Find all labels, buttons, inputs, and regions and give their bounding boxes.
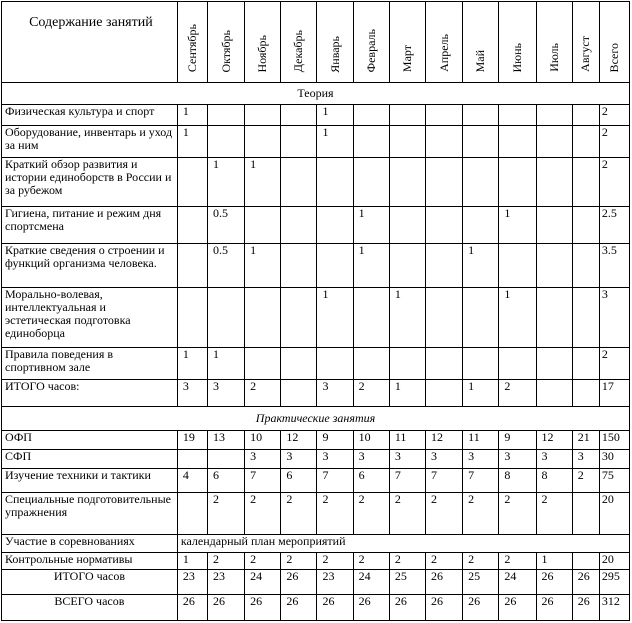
month-cell: 7 [389, 469, 425, 493]
month-cell: 1 [317, 288, 353, 348]
month-cell: 8 [536, 469, 572, 493]
month-cell [499, 126, 536, 158]
month-cell [207, 449, 244, 468]
month-cell: 26 [536, 569, 572, 595]
month-cell [536, 207, 572, 243]
month-cell [572, 288, 599, 348]
month-cell: 25 [463, 569, 499, 595]
month-cell [536, 104, 572, 125]
month-cell: 12 [426, 430, 463, 449]
table-row [2, 158, 630, 207]
table-row [2, 492, 630, 535]
month-cell: 26 [281, 569, 317, 595]
month-cell: 3 [353, 449, 389, 468]
month-cell: 6 [207, 469, 244, 493]
month-header: Апрель [426, 2, 463, 83]
month-header: Февраль [353, 2, 389, 83]
month-cell: 1 [177, 552, 207, 569]
month-cell [353, 126, 389, 158]
training-plan-table [1, 1, 630, 621]
total-cell: 295 [599, 569, 629, 595]
total-cell: 2 [599, 104, 629, 125]
month-cell: 24 [353, 569, 389, 595]
month-cell [572, 492, 599, 535]
month-header: Январь [317, 2, 353, 83]
month-cell: 10 [353, 430, 389, 449]
table-row [2, 430, 630, 449]
table-row [2, 469, 630, 493]
month-cell [463, 126, 499, 158]
row-label: Специальные подготовительные упражнения [2, 492, 178, 535]
practice-total-row [2, 569, 630, 595]
month-header: Октябрь [207, 2, 244, 83]
month-cell [353, 158, 389, 207]
month-cell: 1 [177, 104, 207, 125]
month-cell: 26 [499, 595, 536, 621]
month-cell: 23 [207, 569, 244, 595]
month-cell [463, 158, 499, 207]
month-cell [572, 243, 599, 288]
month-cell: 3 [317, 449, 353, 468]
month-cell [536, 380, 572, 407]
total-cell: 75 [599, 469, 629, 493]
month-cell: 2 [353, 380, 389, 407]
table-row [2, 243, 630, 288]
month-cell [177, 492, 207, 535]
month-cell: 1 [207, 348, 244, 380]
month-cell: 26 [353, 595, 389, 621]
month-cell [281, 243, 317, 288]
month-cell [389, 243, 425, 288]
total-cell: 150 [599, 430, 629, 449]
month-cell: 1 [245, 158, 281, 207]
month-cell [281, 348, 317, 380]
month-cell: 2 [353, 552, 389, 569]
month-cell: 26 [177, 595, 207, 621]
total-cell: 2 [599, 126, 629, 158]
month-cell: 26 [572, 569, 599, 595]
month-header: Декабрь [281, 2, 317, 83]
month-cell [245, 207, 281, 243]
month-cell [281, 104, 317, 125]
month-cell: 7 [426, 469, 463, 493]
month-cell: 26 [389, 595, 425, 621]
month-cell [389, 207, 425, 243]
month-cell [281, 158, 317, 207]
month-cell [499, 104, 536, 125]
row-label: СФП [2, 449, 178, 468]
month-cell: 24 [245, 569, 281, 595]
month-cell: 2 [499, 380, 536, 407]
month-cell [207, 288, 244, 348]
month-cell: 9 [499, 430, 536, 449]
month-cell [572, 380, 599, 407]
total-cell: 17 [599, 380, 629, 407]
section-row [2, 407, 630, 431]
table-row [2, 207, 630, 243]
section-title-theory: Теория [2, 83, 630, 104]
month-cell: 26 [463, 595, 499, 621]
month-cell: 3 [572, 449, 599, 468]
total-cell: 312 [599, 595, 629, 621]
month-cell: 1 [463, 243, 499, 288]
total-cell: 2.5 [599, 207, 629, 243]
month-cell [281, 380, 317, 407]
month-cell: 26 [281, 595, 317, 621]
row-label: ВСЕГО часов [2, 595, 178, 621]
grand-total-row [2, 595, 630, 621]
month-cell [499, 158, 536, 207]
month-cell: 1 [177, 348, 207, 380]
month-cell: 0.5 [207, 207, 244, 243]
month-cell: 2 [317, 492, 353, 535]
month-cell [426, 207, 463, 243]
row-label: Участие в соревнованиях [2, 535, 178, 552]
content-header: Содержание занятий [2, 2, 178, 83]
month-header: Март [389, 2, 425, 83]
month-cell: 23 [177, 569, 207, 595]
month-cell [426, 158, 463, 207]
month-cell: 12 [281, 430, 317, 449]
row-label: Контрольные нормативы [2, 552, 178, 569]
month-cell: 1 [536, 552, 572, 569]
month-cell: 1 [389, 288, 425, 348]
month-cell: 3 [499, 449, 536, 468]
total-header: Всего [599, 2, 629, 83]
table-row [2, 552, 630, 569]
month-cell: 3 [207, 380, 244, 407]
month-cell: 26 [207, 595, 244, 621]
month-cell: 2 [463, 552, 499, 569]
month-cell [499, 348, 536, 380]
month-cell [426, 380, 463, 407]
table-row [2, 288, 630, 348]
month-cell: 2 [536, 492, 572, 535]
month-cell [426, 126, 463, 158]
month-cell [536, 158, 572, 207]
month-cell: 2 [572, 469, 599, 493]
month-cell: 26 [317, 595, 353, 621]
month-cell: 2 [245, 552, 281, 569]
row-label: Правила поведения в спортивном зале [2, 348, 178, 380]
month-cell [207, 126, 244, 158]
month-cell: 1 [317, 126, 353, 158]
month-cell [572, 348, 599, 380]
month-cell: 1 [499, 207, 536, 243]
month-cell [177, 288, 207, 348]
month-cell: 2 [245, 380, 281, 407]
theory-total-row [2, 380, 630, 407]
table-row [2, 104, 630, 125]
month-cell: 3 [177, 380, 207, 407]
month-cell: 2 [353, 492, 389, 535]
row-label: ОФП [2, 430, 178, 449]
month-cell: 4 [177, 469, 207, 493]
month-cell [536, 348, 572, 380]
month-cell: 26 [426, 595, 463, 621]
month-cell: 3 [463, 449, 499, 468]
theory-rows [2, 104, 630, 380]
month-cell: 26 [426, 569, 463, 595]
month-cell: 24 [499, 569, 536, 595]
total-cell: 3.5 [599, 243, 629, 288]
month-cell [245, 288, 281, 348]
month-cell [353, 104, 389, 125]
row-label: ИТОГО часов [2, 569, 178, 595]
month-cell: 1 [463, 380, 499, 407]
month-cell: 9 [317, 430, 353, 449]
month-cell [245, 126, 281, 158]
month-cell [463, 348, 499, 380]
month-cell [353, 288, 389, 348]
month-cell [177, 158, 207, 207]
month-cell: 21 [572, 430, 599, 449]
month-cell [177, 207, 207, 243]
month-cell: 19 [177, 430, 207, 449]
month-cell: 26 [572, 595, 599, 621]
month-cell: 2 [281, 552, 317, 569]
month-cell [281, 288, 317, 348]
month-cell: 1 [499, 288, 536, 348]
total-cell: 2 [599, 348, 629, 380]
month-cell: 26 [536, 595, 572, 621]
month-cell: 2 [245, 492, 281, 535]
competitions-row [2, 535, 630, 552]
month-cell: 3 [389, 449, 425, 468]
month-cell [281, 207, 317, 243]
month-cell: 1 [245, 243, 281, 288]
month-cell [317, 207, 353, 243]
month-cell [572, 207, 599, 243]
month-header: Август [572, 2, 599, 83]
month-cell: 23 [317, 569, 353, 595]
month-cell [426, 288, 463, 348]
month-cell: 2 [207, 552, 244, 569]
row-label: Изучение техники и тактики [2, 469, 178, 493]
section-row [2, 83, 630, 104]
month-cell [463, 288, 499, 348]
month-cell: 0.5 [207, 243, 244, 288]
month-header: Июль [536, 2, 572, 83]
month-cell [245, 348, 281, 380]
month-cell [426, 243, 463, 288]
month-cell [536, 243, 572, 288]
month-cell: 3 [317, 380, 353, 407]
row-label: Гигиена, питание и режим дня спортсмена [2, 207, 178, 243]
section-title-practice: Практические занятия [2, 407, 630, 431]
month-cell: 3 [281, 449, 317, 468]
month-cell [389, 104, 425, 125]
month-cell: 3 [245, 449, 281, 468]
month-cell [389, 348, 425, 380]
month-cell [177, 243, 207, 288]
month-cell: 2 [426, 492, 463, 535]
month-cell: 1 [317, 104, 353, 125]
month-cell: 2 [463, 492, 499, 535]
header-row [2, 2, 630, 83]
month-cell [499, 243, 536, 288]
total-cell: 20 [599, 492, 629, 535]
row-label: Краткие сведения о строении и функций организма человека. [2, 243, 178, 288]
month-cell: 8 [499, 469, 536, 493]
row-label: Морально-волевая, интеллектуальная и эстетическая подготовка единоборца [2, 288, 178, 348]
month-cell: 2 [389, 552, 425, 569]
month-cell [536, 288, 572, 348]
total-cell: 20 [599, 552, 629, 569]
month-cell [426, 348, 463, 380]
month-cell: 6 [353, 469, 389, 493]
month-cell: 1 [353, 207, 389, 243]
month-cell [463, 207, 499, 243]
month-cell [426, 104, 463, 125]
month-cell: 2 [499, 492, 536, 535]
month-cell [389, 126, 425, 158]
month-header: Июнь [499, 2, 536, 83]
month-cell: 1 [207, 158, 244, 207]
month-cell: 13 [207, 430, 244, 449]
month-cell: 2 [499, 552, 536, 569]
month-cell: 7 [463, 469, 499, 493]
month-cell [572, 158, 599, 207]
row-label: Физическая культура и спорт [2, 104, 178, 125]
row-label: Оборудование, инвентарь и уход за ним [2, 126, 178, 158]
month-cell: 25 [389, 569, 425, 595]
month-cell [353, 348, 389, 380]
month-cell [281, 126, 317, 158]
month-cell: 11 [463, 430, 499, 449]
month-cell [245, 104, 281, 125]
month-cell: 2 [426, 552, 463, 569]
month-cell: 11 [389, 430, 425, 449]
month-cell [177, 449, 207, 468]
month-cell: 2 [389, 492, 425, 535]
total-cell: 2 [599, 158, 629, 207]
month-header: Май [463, 2, 499, 83]
month-cell: 1 [353, 243, 389, 288]
row-label: Краткий обзор развития и истории единоборств в России и за рубежом [2, 158, 178, 207]
month-cell [463, 104, 499, 125]
month-cell: 1 [389, 380, 425, 407]
month-cell: 26 [245, 595, 281, 621]
month-cell: 3 [536, 449, 572, 468]
row-label: ИТОГО часов: [2, 380, 178, 407]
total-cell: 3 [599, 288, 629, 348]
competitions-note: календарный план мероприятий [177, 535, 629, 552]
month-cell: 2 [281, 492, 317, 535]
month-cell [317, 348, 353, 380]
table-row [2, 348, 630, 380]
month-cell: 2 [207, 492, 244, 535]
total-cell: 30 [599, 449, 629, 468]
month-cell: 10 [245, 430, 281, 449]
month-header: Ноябрь [245, 2, 281, 83]
month-cell: 3 [426, 449, 463, 468]
table-row [2, 449, 630, 468]
month-cell [317, 158, 353, 207]
month-cell [572, 104, 599, 125]
month-cell: 2 [317, 552, 353, 569]
month-cell: 12 [536, 430, 572, 449]
month-header: Сентябрь [177, 2, 207, 83]
month-cell [536, 126, 572, 158]
month-cell: 1 [177, 126, 207, 158]
month-cell [572, 552, 599, 569]
month-cell: 7 [317, 469, 353, 493]
month-cell [572, 126, 599, 158]
month-cell [389, 158, 425, 207]
table-row [2, 126, 630, 158]
month-cell [317, 243, 353, 288]
month-cell [207, 104, 244, 125]
month-cell: 7 [245, 469, 281, 493]
month-cell: 6 [281, 469, 317, 493]
